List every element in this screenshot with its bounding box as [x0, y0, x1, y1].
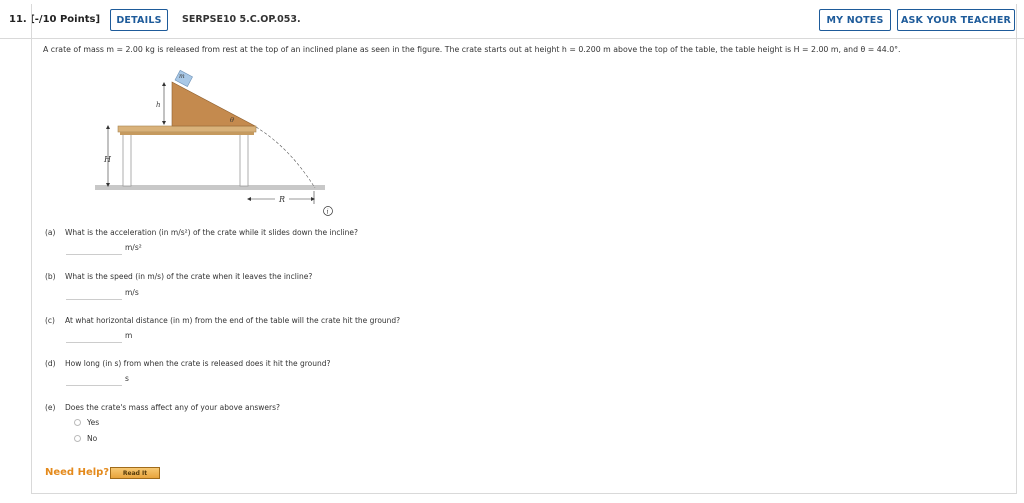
incline-wedge: [172, 82, 255, 126]
question-number: 11. [-/10 Points]: [9, 14, 101, 25]
part-a-question: (a) What is the acceleration (in m/s²) of the crate while it slides down the incline?: [45, 228, 358, 237]
trajectory-path: [256, 127, 315, 188]
problem-statement: A crate of mass m = 2.00 kg is released from rest at the top of an inclined plane as seen in the figure. The crate starts out at height h = 0.200 m above the top of the table, the table height is H = 2.00 m, and θ = 44.0°.: [43, 45, 901, 54]
incline-figure: [90, 68, 350, 220]
part-a-unit: m/s²: [125, 243, 142, 252]
part-c-unit: m: [125, 331, 133, 340]
part-d-question: (d) How long (in s) from when the crate is released does it hit the ground?: [45, 359, 331, 368]
radio-yes[interactable]: [74, 419, 81, 426]
table-leg-left: [123, 134, 131, 186]
table-leg-right: [240, 134, 248, 186]
label-m: m: [179, 73, 185, 80]
read-it-button[interactable]: Read It: [110, 467, 160, 479]
part-c-question: (c) At what horizontal distance (in m) from the end of the table will the crate hit the ground?: [45, 316, 401, 325]
label-R: R: [279, 195, 286, 204]
radio-no[interactable]: [74, 435, 81, 442]
part-b-answer-input[interactable]: [66, 289, 122, 300]
table-top: [118, 126, 256, 132]
part-e-question: (e) Does the crate's mass affect any of your above answers?: [45, 403, 280, 412]
svg-text:i: i: [326, 208, 329, 216]
label-theta: θ: [230, 116, 234, 124]
label-H: H: [104, 155, 111, 164]
ask-teacher-button[interactable]: ASK YOUR TEACHER: [897, 9, 1015, 31]
part-b-question: (b) What is the speed (in m/s) of the crate when it leaves the incline?: [45, 272, 313, 281]
my-notes-button[interactable]: MY NOTES: [819, 9, 891, 31]
part-c-answer-input[interactable]: [66, 332, 122, 343]
need-help-label: Need Help?: [45, 467, 110, 478]
option-yes-label: Yes: [87, 418, 100, 427]
part-d-answer-input[interactable]: [66, 375, 122, 386]
label-h: h: [156, 101, 161, 109]
details-button[interactable]: DETAILS: [110, 9, 168, 31]
part-a-answer-input[interactable]: [66, 244, 122, 255]
question-code: SERPSE10 5.C.OP.053.: [182, 14, 301, 25]
option-no-label: No: [87, 434, 98, 443]
part-d-unit: s: [125, 374, 129, 383]
table-apron: [120, 132, 254, 135]
part-b-unit: m/s: [125, 288, 139, 297]
